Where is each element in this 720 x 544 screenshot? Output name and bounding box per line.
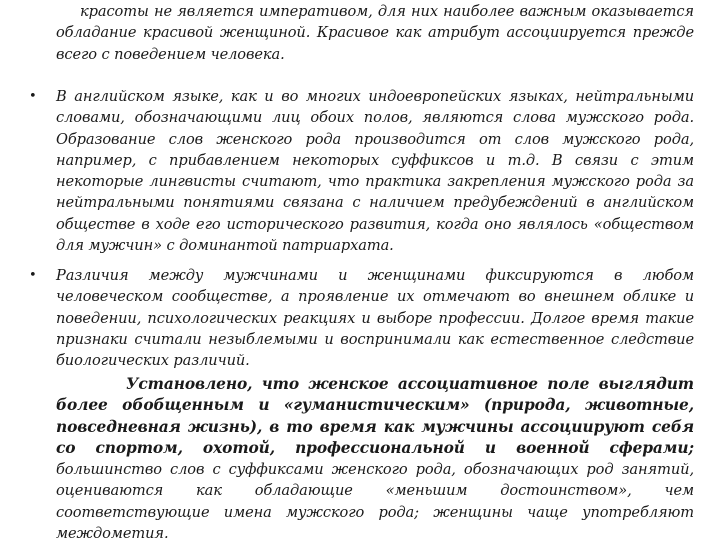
emphasized-text: Установлено, что женское ассоциативное поле выглядит более обобщенным и «гуманистическим» (природа, животные, повседневная жизнь), в то время как мужчины ассоциируют себя со спортом, охотой, профессиональной и военной сферами; — [56, 375, 694, 457]
bullet-paragraph-english-gender: В английском языке, как и во многих индоевропейских языках, нейтральными словами, обозначающими лиц обоих полов, являются слова мужского рода. Образование слов женского рода производится от слов мужского рода, например, с прибавлением некоторых суффиксов и т.д. В связи с этим некоторые лингвисты считают, что практика закрепления мужского рода за нейтральными понятиями связана с наличием предубеждений в английском обществе в ходе его исторического развития, когда оно являлось «обществом для мужчин» с доминантой патриархата. — [56, 88, 694, 255]
paragraph-associative-field — [56, 374, 694, 544]
paragraph-remainder: большинство слов с суффиксами женского рода, обозначающих род занятий, оцениваются как обладающие «меньшим достоинством», чем соответствующие имена мужского рода; женщины чаще употребляют междометия. — [56, 461, 694, 543]
bullet-paragraph-gender-differences: Различия между мужчинами и женщинами фиксируются в любом человеческом сообществе, а проявление их отмечают во внешнем облике и поведении, психологических реакциях и выборе профессии. Долгое время такие признаки считали незыблемыми и воспринимали как естественное следствие биологических различий. — [56, 267, 694, 370]
bullet-marker-2: • — [29, 268, 37, 283]
paragraph-continuation: красоты не является императивом, для них наиболее важным оказывается обладание красивой женщиной. Красивое как атрибут ассоциируется прежде всего с поведением человека. — [56, 3, 694, 63]
bullet-marker-1: • — [29, 89, 37, 104]
